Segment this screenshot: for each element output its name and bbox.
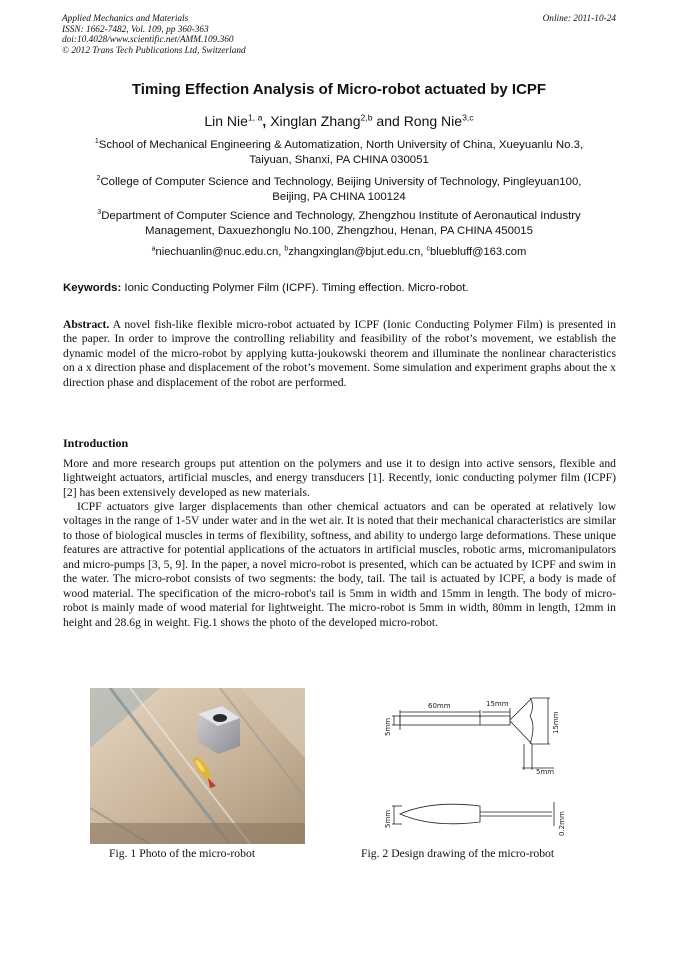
affiliation-line: Management, Daxuezhonglu No.100, Zhengzhou, Henan, PA CHINA 450015 [145, 224, 533, 237]
dimension-label-fin-height: 15mm [552, 711, 560, 734]
affiliation-1 [62, 138, 616, 167]
email-superscript: b [284, 245, 289, 253]
journal-name: Applied Mechanics and Materials [62, 14, 189, 24]
affiliation-3 [62, 209, 616, 238]
side-view [392, 802, 554, 826]
dimension-label-tail-length: 15mm [486, 700, 509, 708]
affiliation-2 [62, 175, 616, 204]
author-separator: and [372, 113, 404, 129]
keywords-text: Ionic Conducting Polymer Film (ICPF). Timing effection. Micro-robot. [121, 282, 469, 294]
affiliation-number: 1 [94, 138, 99, 146]
affiliation-line: Beijing, PA CHINA 100124 [272, 190, 406, 203]
author-name: Rong Nie [403, 113, 463, 129]
email-address: zhangxinglan@bjut.edu.cn [288, 246, 421, 258]
email-superscript: a [151, 245, 156, 253]
online-date: Online: 2011-10-24 [542, 14, 616, 24]
dimension-label-body-width: 5mm [384, 717, 392, 736]
keywords [63, 282, 617, 294]
author-superscript: 2,b [360, 112, 373, 123]
figure-2-caption: Fig. 2 Design drawing of the micro-robot [361, 847, 555, 860]
author-name: Xinglan Zhang [270, 113, 361, 129]
author-line [0, 113, 678, 129]
affiliation-line: School of Mechanical Engineering & Automatization, North University of China, Xueyuanlu No.3, [98, 139, 584, 151]
abstract [63, 318, 619, 390]
affiliation-number: 2 [96, 175, 101, 183]
email-line [0, 246, 678, 258]
author-separator: , [262, 113, 271, 129]
email-address: bluebluff@163.com [429, 246, 527, 258]
author-superscript: 1, a [247, 112, 263, 123]
copyright-line: © 2012 Trans Tech Publications Ltd, Switzerland [62, 45, 246, 56]
section-heading-introduction: Introduction [63, 436, 129, 450]
intro-paragraph-2: ICPF actuators give larger displacements than other chemical actuators and can be operated at relatively low voltages in the range of 1-5V under water and in the wet air. It is noted that their mechanical characteristics are similar to those of biological muscles in terms of flexibility, softness, and ability to undergo large deformations. These unique features are attractive for potential applications of the actuators in artificial muscles, robotic arms, micromanipulators and micro-pumps [3, 5, 9]. In the paper, a novel micro-robot is presented, which can be actuated by ICPF and swim in the water. The micro-robot consists of two segments: the body, tail. The tail is actuated by ICPF, a body is made of wood material. The specification of the micro-robot's tail is 5mm in width and 15mm in length. The body of micro-robot is mainly made of wood material for lightweight. The micro-robot is 5mm in width, 80mm in length, 12mm in height and 28.6g in weight. Fig.1 shows the photo of the developed micro-robot. [63, 500, 616, 629]
paper-title: Timing Effection Analysis of Micro-robot actuated by ICPF [131, 81, 547, 98]
dimension-label-body-length: 60mm [428, 702, 451, 710]
affiliation-line: Department of Computer Science and Technology, Zhengzhou Institute of Aeronautical Industry [101, 210, 581, 222]
abstract-label: Abstract. [63, 318, 110, 331]
email-address: niechuanlin@nuc.edu.cn [155, 246, 279, 258]
affiliation-line: College of Computer Science and Technology, Beijing University of Technology, Pingleyuan100, [100, 176, 582, 188]
issn-line: ISSN: 1662-7482, Vol. 109, pp 360-363 [62, 24, 209, 35]
dimension-label-tail-thickness: 0.2mm [558, 811, 566, 836]
abstract-text: A novel fish-like flexible micro-robot actuated by ICPF (Ionic Conducting Polymer Film) is presented in the paper. In order to improve the controlling reliability and feasibility of the robot’s movement, we establish the dynamic model of the micro-robot by applying kutta-joukowski theorem and illuminate the nonlinear characteristics on a x direction phase and displacement of the robot’s movement. Some simulation and experiment graphs about the x direction phase and displacement of the robot are performed. [63, 318, 619, 389]
doi-line: doi:10.4028/www.scientific.net/AMM.109.360 [62, 35, 234, 46]
dimension-label-side-height: 5mm [384, 809, 392, 828]
author-superscript: 3,c [462, 112, 474, 123]
email-separator: , [278, 246, 285, 258]
email-superscript: c [426, 245, 430, 253]
email-separator: , [420, 246, 427, 258]
figure-1-caption: Fig. 1 Photo of the micro-robot [109, 847, 256, 860]
affiliation-line: Taiyuan, Shanxi, PA CHINA 030051 [249, 153, 429, 166]
keywords-label: Keywords: [63, 282, 122, 294]
micro-robot-photo [90, 688, 305, 844]
micro-robot-design-drawing [372, 690, 580, 842]
author-name: Lin Nie [204, 113, 248, 129]
affiliation-number: 3 [97, 209, 102, 217]
page-header [62, 14, 616, 56]
dimension-label-fin-width: 5mm [536, 768, 555, 776]
top-view [392, 698, 554, 770]
intro-paragraph-1: More and more research groups put attention on the polymers and use it to design into active sensors, flexible and lightweight actuators, artificial muscles, and energy transducers [1]. Recently, ionic conducting polymer film (ICPF) [2] has been extensively developed as new materials. [63, 457, 616, 499]
